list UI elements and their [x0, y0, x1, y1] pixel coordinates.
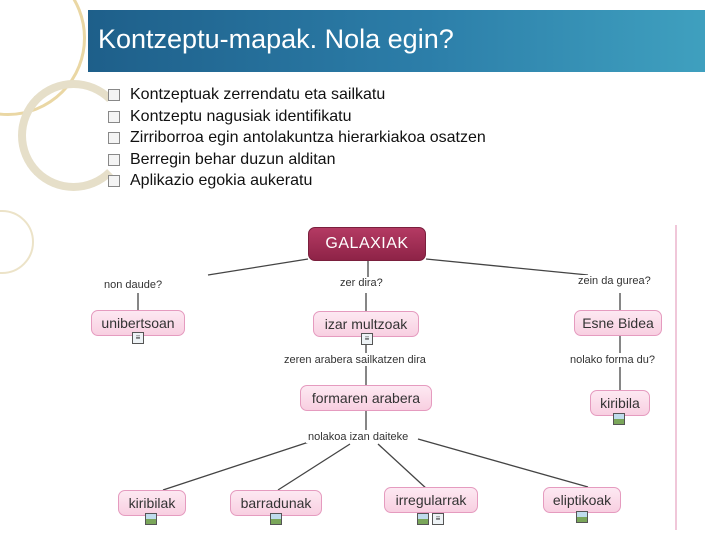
node-formaren-arabera[interactable]: formaren arabera — [300, 385, 432, 411]
link-label-types: nolakoa izan daiteke — [308, 431, 409, 443]
concept-map-connectors — [88, 225, 675, 530]
node-irregularrak[interactable]: irregularrak — [384, 487, 478, 513]
image-icon[interactable] — [417, 513, 429, 525]
document-icon[interactable]: ≡ — [432, 513, 444, 525]
document-icon[interactable]: ≡ — [361, 333, 373, 345]
node-kiribila[interactable]: kiribila — [590, 390, 650, 416]
node-eliptikoak[interactable]: eliptikoak — [543, 487, 621, 513]
link-label-divided-by: zeren arabera sailkatzen dira — [284, 354, 426, 366]
image-icon[interactable] — [576, 511, 588, 523]
node-galaxiak[interactable]: GALAXIAK — [308, 227, 426, 261]
decorative-circle-small — [0, 210, 34, 274]
bullet-marker-icon — [108, 175, 120, 187]
node-izar-multzoak[interactable]: izar multzoak — [313, 311, 419, 337]
bullet-list — [108, 86, 508, 194]
bullet-item: Berregin behar duzun alditan — [108, 151, 508, 169]
bullet-marker-icon — [108, 89, 120, 101]
image-icon[interactable] — [270, 513, 282, 525]
link-label-ours: zein da gurea? — [578, 275, 651, 287]
node-esne-bidea[interactable]: Esne Bidea — [574, 310, 662, 336]
bullet-item: Kontzeptuak zerrendatu eta sailkatu — [108, 86, 508, 104]
link-label-where: non daude? — [104, 279, 163, 291]
bullet-item: Kontzeptu nagusiak identifikatu — [108, 108, 508, 126]
link-label-shape: nolako forma du? — [570, 354, 655, 366]
title-bar — [88, 10, 705, 72]
bullet-marker-icon — [108, 132, 120, 144]
node-kiribilak[interactable]: kiribilak — [118, 490, 186, 516]
bullet-marker-icon — [108, 154, 120, 166]
image-icon[interactable] — [145, 513, 157, 525]
document-icon[interactable]: ≡ — [132, 332, 144, 344]
bullet-marker-icon — [108, 111, 120, 123]
bullet-item: Aplikazio egokia aukeratu — [108, 172, 508, 190]
node-unibertsoan[interactable]: unibertsoan — [91, 310, 185, 336]
link-label-what: zer dira? — [340, 277, 383, 289]
bullet-item: Zirriborroa egin antolakuntza hierarkiakoa osatzen — [108, 129, 490, 147]
slide-title: Kontzeptu-mapak. Nola egin? — [98, 24, 454, 54]
concept-map — [88, 225, 677, 530]
node-barradunak[interactable]: barradunak — [230, 490, 322, 516]
image-icon[interactable] — [613, 413, 625, 425]
